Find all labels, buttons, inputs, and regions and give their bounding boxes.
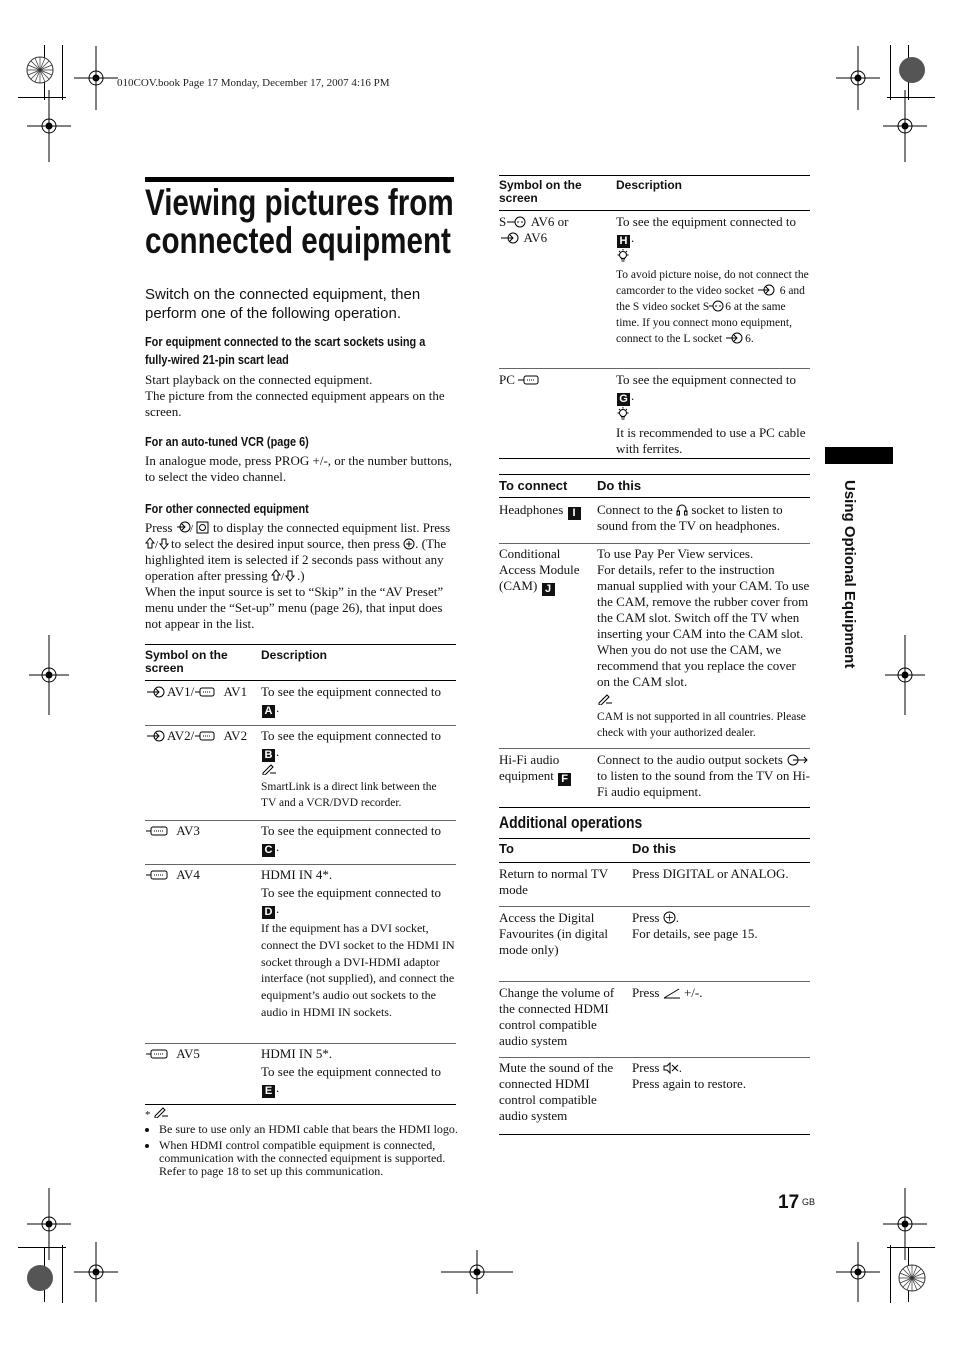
footnote-2: • When HDMI control compatible equipment is connected, communication with the connected equipment is supported. Refer to page 18 to set up this communication. [159,1139,460,1178]
table-row: S AV6 or AV6 [499,214,569,245]
table-row: PC [499,372,540,388]
table2-row1-desc: To see the equipment connected to H . To avoid picture noise, do not connect the camcorder to the video socket 6 and the S video socket S 6 at the same time. If you connect mono equipment, connect to the L socket 6. [616,214,809,345]
table4-col2-header: Do this [632,841,677,856]
vcr-section [145,433,455,485]
audio-input-icon [725,332,745,344]
up-down-arrows-icon-2 [271,569,297,582]
table-row: AV2/ AV2 [145,728,247,744]
av-input-icon [145,730,167,742]
headphones-icon [676,503,688,516]
scart-line1: Start playback on the connected equipment. [145,372,373,387]
av-output-icon [194,730,216,742]
video-input-icon [757,284,777,296]
table3-header-rule [499,497,810,498]
note-pencil-icon [153,1106,169,1118]
table1-col2-header: Description [261,648,328,662]
table-row: Access the Digital Favourites (in digital mode only) [499,910,609,957]
table3-row1-do: Connect to the socket to listen to sound from the TV on headphones. [597,502,783,533]
row-divider [499,748,810,749]
page-number: 17 [778,1192,800,1213]
favourites-icon [663,911,676,924]
av-input-icon [145,686,167,698]
table1-row2-desc: To see the equipment connected to B . SmartLink is a direct link between the TV and a VCR/DVD recorder. [261,728,441,809]
row-divider [145,725,456,726]
label-box-h: H [617,235,630,248]
table-row: AV3 [145,823,200,839]
av-output-icon [145,825,169,837]
mute-icon [663,1062,679,1074]
video-input-icon [499,232,521,244]
up-down-arrows-icon [145,537,171,550]
scart-line2: The picture from the connected equipment appears on the screen. [145,388,445,419]
table1-footnotes: * • Be sure to use only an HDMI cable that bears the HDMI logo. • When HDMI control compatible equipment is connected, communication with the connected equipment is supported. Refer to page 18 to set up this communication. [145,1106,460,1178]
table4-col1-header: To [499,841,514,856]
table1-row5-desc: HDMI IN 5*. To see the equipment connected to E . [261,1046,441,1097]
av-output-icon [194,686,216,698]
table-row: Return to normal TV mode [499,866,608,897]
row-divider [499,1057,810,1058]
volume-icon [663,987,681,999]
scart-heading: For equipment connected to the scart sockets using a fully-wired 21-pin scart lead [145,334,426,367]
sidebar-section-label: Using Optional Equipment [841,480,858,669]
note-pencil-icon [597,692,613,705]
table-row: Hi-Fi audio equipment F [499,752,594,786]
table3-col1-header: To connect [499,478,568,493]
table3-row3-do: Connect to the audio output sockets to listen to the sound from the TV on Hi-Fi audio equipment. [597,752,810,799]
table2-bottom-rule [499,458,810,459]
note-pencil-icon [261,762,277,775]
audio-output-icon [786,754,808,766]
table4-bottom-rule [499,1134,810,1135]
table2-col1-header: Symbol on the screen [499,178,582,205]
additional-heading: Additional operations [499,813,643,832]
table4-top-rule [499,838,810,839]
table4-header-rule [499,862,810,863]
table2-row2-desc: To see the equipment connected to G . It is recommended to use a PC cable with ferrites. [616,372,806,456]
intro-text: Switch on the connected equipment, then perform one of the following operation. [145,286,421,322]
table-row: AV4 [145,867,200,883]
print-header: 010COV.book Page 17 Monday, December 17, 2007 4:16 PM [117,77,390,89]
label-box-b: B [262,749,275,762]
label-box-g: G [617,393,630,406]
label-box-j: J [542,583,555,596]
table1-row1-desc: To see the equipment connected to A . [261,684,441,717]
row-divider [499,906,810,907]
other-heading: For other connected equipment [145,501,309,516]
table4-row1-do: Press DIGITAL or ANALOG. [632,866,789,881]
table3-col2-header: Do this [597,478,642,493]
label-box-a: A [262,705,275,718]
ok-button-icon [403,538,415,550]
svg-text:/: / [155,539,159,550]
table3-row2-do: To use Pay Per View services. For details, refer to the instruction manual supplied with your CAM. To use the CAM, remove the rubber cover from the CAM slot. Switch off the TV when inserting your CAM into the CAM slot. When you do not use the CAM, we recommend that you replace the cover on the CAM slot. CAM is not supported in all countries. Please check with your authorized dealer. [597,546,810,739]
vcr-text: In analogue mode, press PROG +/-, or the number buttons, to select the video channel. [145,453,453,484]
footnote-1: • Be sure to use only an HDMI cable that bears the HDMI logo. [159,1123,460,1136]
label-box-c: C [262,844,275,857]
table2-col2-header: Description [616,178,683,192]
scart-section [145,333,465,420]
s-video-icon [506,216,528,228]
hdmi-input-icon [145,869,169,881]
table3-top-rule [499,474,810,475]
table-row: Mute the sound of the connected HDMI control compatible audio system [499,1060,614,1123]
row-divider [499,981,810,982]
table1-bottom-rule [145,1104,456,1105]
table-row: Conditional Access Module (CAM) J [499,546,580,595]
table-row: Headphones I [499,502,594,520]
label-box-f: F [558,773,571,786]
s-video-icon [709,300,725,312]
page-title [145,184,454,260]
table1-row4-desc: HDMI IN 4*. To see the equipment connected to D . If the equipment has a DVI socket, connect the DVI socket to the HDMI IN socket through a DVI-HDMI adaptor interface (not supplied), and connect the equipment’s audio out sockets to the audio in HDMI IN sockets. [261,867,455,1019]
row-divider [499,368,810,369]
table1-row3-desc: To see the equipment connected to C . [261,823,441,856]
table-row: AV1/ AV1 [145,684,247,700]
row-divider [145,820,456,821]
label-box-e: E [262,1085,275,1098]
label-box-i: I [568,507,581,520]
row-divider [145,1043,456,1044]
table4-row2-do: Press . For details, see page 15. [632,910,758,941]
svg-text:/: / [280,571,285,582]
table3-bottom-rule [499,807,810,808]
table1-header-rule [145,680,456,681]
other-paragraph: Press / to display the connected equipment list. Press / to select the desired input source, then press . (The highlighted item is selected if 2 seconds pass without any operation after pressing / .) When the input source is set to “Skip” in the “AV Preset” menu under the “Set-up” menu (page 26), that input does not appear in the list. [145,520,451,631]
table2-top-rule [499,175,810,176]
table-row: AV5 [145,1046,200,1062]
table-row: Change the volume of the connected HDMI control compatible audio system [499,985,615,1048]
vcr-heading: For an auto-tuned VCR (page 6) [145,434,309,449]
table4-row3-do: Press +/-. [632,985,703,1000]
page-title-line1: Viewing pictures from [145,182,454,223]
sidebar-tab-marker [825,447,893,464]
other-section [145,500,455,632]
label-box-d: D [262,906,275,919]
page-title-line2: connected equipment [145,220,451,261]
table2-header-rule [499,210,810,211]
tip-lightbulb-icon [616,406,630,421]
hdmi-input-icon [145,1048,169,1060]
row-divider [499,543,810,544]
table1-col1-header: Symbol on the screen [145,648,228,675]
page-number-suffix: GB [802,1197,816,1207]
pc-input-icon [518,374,540,386]
table4-row4-do: Press . Press again to restore. [632,1060,747,1091]
svg-text:/: / [189,523,193,534]
row-divider [145,864,456,865]
tip-lightbulb-icon [616,248,630,263]
table1-top-rule [145,644,456,645]
input-select-icon [176,521,210,534]
